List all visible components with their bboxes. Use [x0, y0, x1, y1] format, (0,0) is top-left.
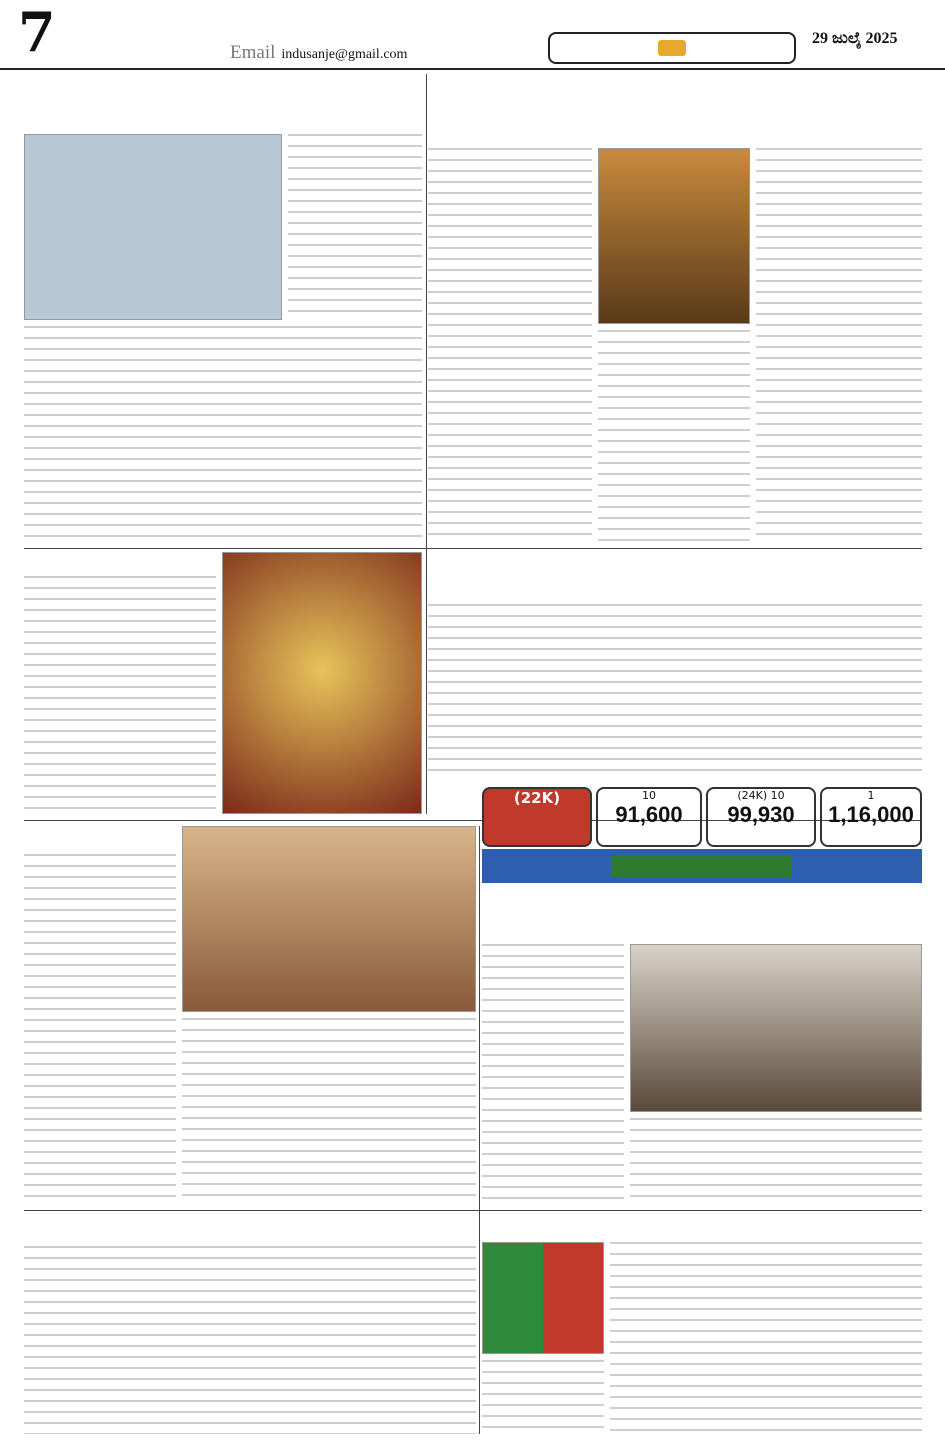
story-photo — [222, 552, 422, 814]
story-bottom-right — [482, 1214, 922, 1434]
section-divider — [24, 548, 922, 549]
gold-24k-box — [706, 787, 816, 847]
story-top-left — [24, 74, 422, 542]
story-text-placeholder — [24, 1246, 476, 1434]
story-photo — [182, 826, 476, 1012]
story-lower-left — [24, 826, 476, 1204]
email-label: Email — [230, 42, 276, 63]
story-top-right — [428, 74, 922, 542]
newspaper-logo — [548, 32, 796, 64]
gold-22k-unit: 10 — [642, 789, 656, 802]
email-address[interactable]: indusanje@gmail.com — [281, 47, 408, 62]
story-text-placeholder — [482, 944, 624, 1204]
column-divider — [426, 74, 427, 814]
story-mid-right — [428, 552, 922, 780]
story-photo — [598, 148, 750, 324]
silver-label: 1 — [867, 789, 875, 802]
silver-box — [820, 787, 922, 847]
page-number: 7 — [18, 0, 56, 64]
story-text-placeholder — [630, 1118, 922, 1204]
gold-22k-value: 91,600 — [615, 802, 683, 827]
story-text-placeholder — [428, 148, 592, 542]
gold-22k-box — [596, 787, 702, 847]
story-photo — [482, 1242, 604, 1354]
story-bottom-left — [24, 1214, 476, 1434]
silver-value: 1,16,000 — [828, 802, 914, 827]
gold-24k-value: 99,930 — [727, 802, 795, 827]
gold-22k-label: (22K) — [513, 789, 561, 807]
bullion-price-ticker — [482, 787, 922, 847]
story-photo — [24, 134, 282, 320]
column-divider — [479, 826, 480, 1434]
story-text-placeholder — [756, 148, 922, 542]
story-text-placeholder — [24, 854, 176, 1204]
story-text-placeholder — [24, 576, 216, 814]
story-chess — [482, 886, 922, 1204]
story-text-placeholder — [610, 1242, 922, 1434]
issue-date: 29 ಜುಲೈ 2025 — [812, 30, 898, 47]
story-text-placeholder — [24, 326, 422, 542]
story-text-placeholder — [598, 330, 750, 542]
story-text-placeholder — [288, 134, 422, 320]
gold-22k-price — [482, 787, 592, 847]
gold-24k-label: (24K) 10 — [737, 789, 785, 802]
story-text-placeholder — [482, 1360, 604, 1434]
story-photo — [630, 944, 922, 1112]
sports-section-bar — [482, 849, 922, 883]
story-text-placeholder — [182, 1018, 476, 1204]
section-divider — [24, 1210, 922, 1211]
masthead — [0, 0, 945, 70]
story-mid-left — [24, 552, 422, 814]
email-line — [230, 42, 407, 64]
story-text-placeholder — [428, 604, 922, 780]
